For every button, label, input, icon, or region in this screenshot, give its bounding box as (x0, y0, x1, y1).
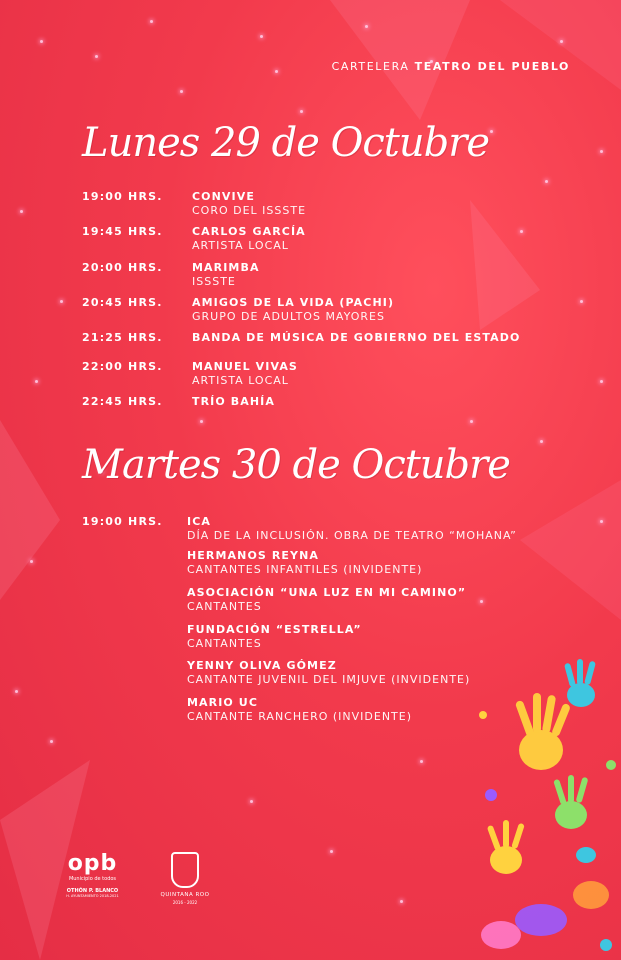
event-desc: CANTANTES (187, 600, 262, 613)
day-title-tuesday: Martes 30 de Octubre (82, 442, 510, 488)
sparkle-dot (545, 180, 548, 183)
header-venue: TEATRO DEL PUEBLO (414, 60, 570, 73)
event-desc: CORO DEL ISSSTE (192, 204, 307, 217)
sparkle-dot (180, 90, 183, 93)
sparkle-dot (400, 900, 403, 903)
event-time: 22:00 HRS. (82, 360, 163, 373)
event-desc: CANTANTES INFANTILES (INVIDENTE) (187, 563, 423, 576)
sparkle-dot (600, 520, 603, 523)
event-name: MARIMBA (192, 261, 260, 274)
sparkle-dot (600, 380, 603, 383)
event-name: TRÍO BAHÍA (192, 395, 275, 408)
opb-name: OTHÓN P. BLANCO (66, 888, 119, 894)
sparkle-dot (520, 230, 523, 233)
sparkle-dot (50, 740, 53, 743)
event-time: 19:00 HRS. (82, 515, 163, 528)
event-time: 19:00 HRS. (82, 190, 163, 203)
event-name: ASOCIACIÓN “UNA LUZ EN MI CAMINO” (187, 586, 467, 599)
event-name: MARIO UC (187, 696, 259, 709)
colorful-hands-illustration (471, 655, 621, 960)
sparkle-dot (600, 150, 603, 153)
sparkle-dot (15, 690, 18, 693)
event-time: 20:00 HRS. (82, 261, 163, 274)
sparkle-dot (30, 560, 33, 563)
shield-icon (171, 852, 199, 888)
event-desc: CANTANTE JUVENIL DEL IMJUVE (INVIDENTE) (187, 673, 471, 686)
header-prefix: CARTELERA (331, 60, 410, 73)
sparkle-dot (35, 380, 38, 383)
hand-icon (564, 659, 596, 707)
event-name: FUNDACIÓN “ESTRELLA” (187, 623, 362, 636)
event-name: MANUEL VIVAS (192, 360, 298, 373)
event-time: 22:45 HRS. (82, 395, 163, 408)
event-name: YENNY OLIVA GÓMEZ (187, 659, 337, 672)
sparkle-dot (300, 110, 303, 113)
hand-icon (515, 693, 571, 770)
event-name: BANDA DE MÚSICA DE GOBIERNO DEL ESTADO (192, 331, 521, 344)
event-name: ICA (187, 515, 211, 528)
sparkle-dot (40, 40, 43, 43)
sparkle-dot (490, 130, 493, 133)
header-title (332, 60, 570, 73)
event-desc: CANTANTE RANCHERO (INVIDENTE) (187, 710, 413, 723)
event-time: 21:25 HRS. (82, 331, 163, 344)
opb-tagline: Municipio de todos (68, 876, 117, 882)
event-desc: DÍA DE LA INCLUSIÓN. OBRA DE TEATRO “MOHANA” (187, 529, 517, 542)
sparkle-dot (150, 20, 153, 23)
hand-icon (553, 775, 588, 829)
sparkle-dot (330, 850, 333, 853)
qroo-name: QUINTANA ROO (160, 892, 210, 898)
event-desc: ARTISTA LOCAL (192, 374, 289, 387)
opb-sub: H. AYUNTAMIENTO 2018-2021 (66, 894, 119, 898)
sparkle-dot (420, 760, 423, 763)
event-name: AMIGOS DE LA VIDA (PACHI) (192, 296, 395, 309)
sparkle-dot (260, 35, 263, 38)
event-name: CONVIVE (192, 190, 255, 203)
sparkle-dot (580, 300, 583, 303)
sparkle-dot (200, 420, 203, 423)
hand-icon (487, 820, 525, 874)
event-time: 20:45 HRS. (82, 296, 163, 309)
qroo-years: 2016 - 2022 (172, 900, 198, 905)
event-time: 19:45 HRS. (82, 225, 163, 238)
sparkle-dot (250, 800, 253, 803)
event-desc: CANTANTES (187, 637, 262, 650)
sponsor-logos (50, 852, 230, 917)
event-desc: ISSSTE (192, 275, 236, 288)
sparkle-dot (20, 210, 23, 213)
quintana-roo-logo (150, 852, 220, 905)
sparkle-dot (560, 40, 563, 43)
day-title-monday: Lunes 29 de Octubre (82, 120, 490, 166)
sparkle-dot (540, 440, 543, 443)
event-name: HERMANOS REYNA (187, 549, 320, 562)
sparkle-dot (470, 420, 473, 423)
opb-mark: opb (67, 851, 118, 876)
sparkle-dot (95, 55, 98, 58)
event-name: CARLOS GARCÍA (192, 225, 306, 238)
sparkle-dot (365, 25, 368, 28)
opb-logo (50, 852, 135, 898)
sparkle-dot (480, 600, 483, 603)
sparkle-dot (60, 300, 63, 303)
sparkle-dot (275, 70, 278, 73)
event-desc: ARTISTA LOCAL (192, 239, 289, 252)
event-desc: GRUPO DE ADULTOS MAYORES (192, 310, 385, 323)
